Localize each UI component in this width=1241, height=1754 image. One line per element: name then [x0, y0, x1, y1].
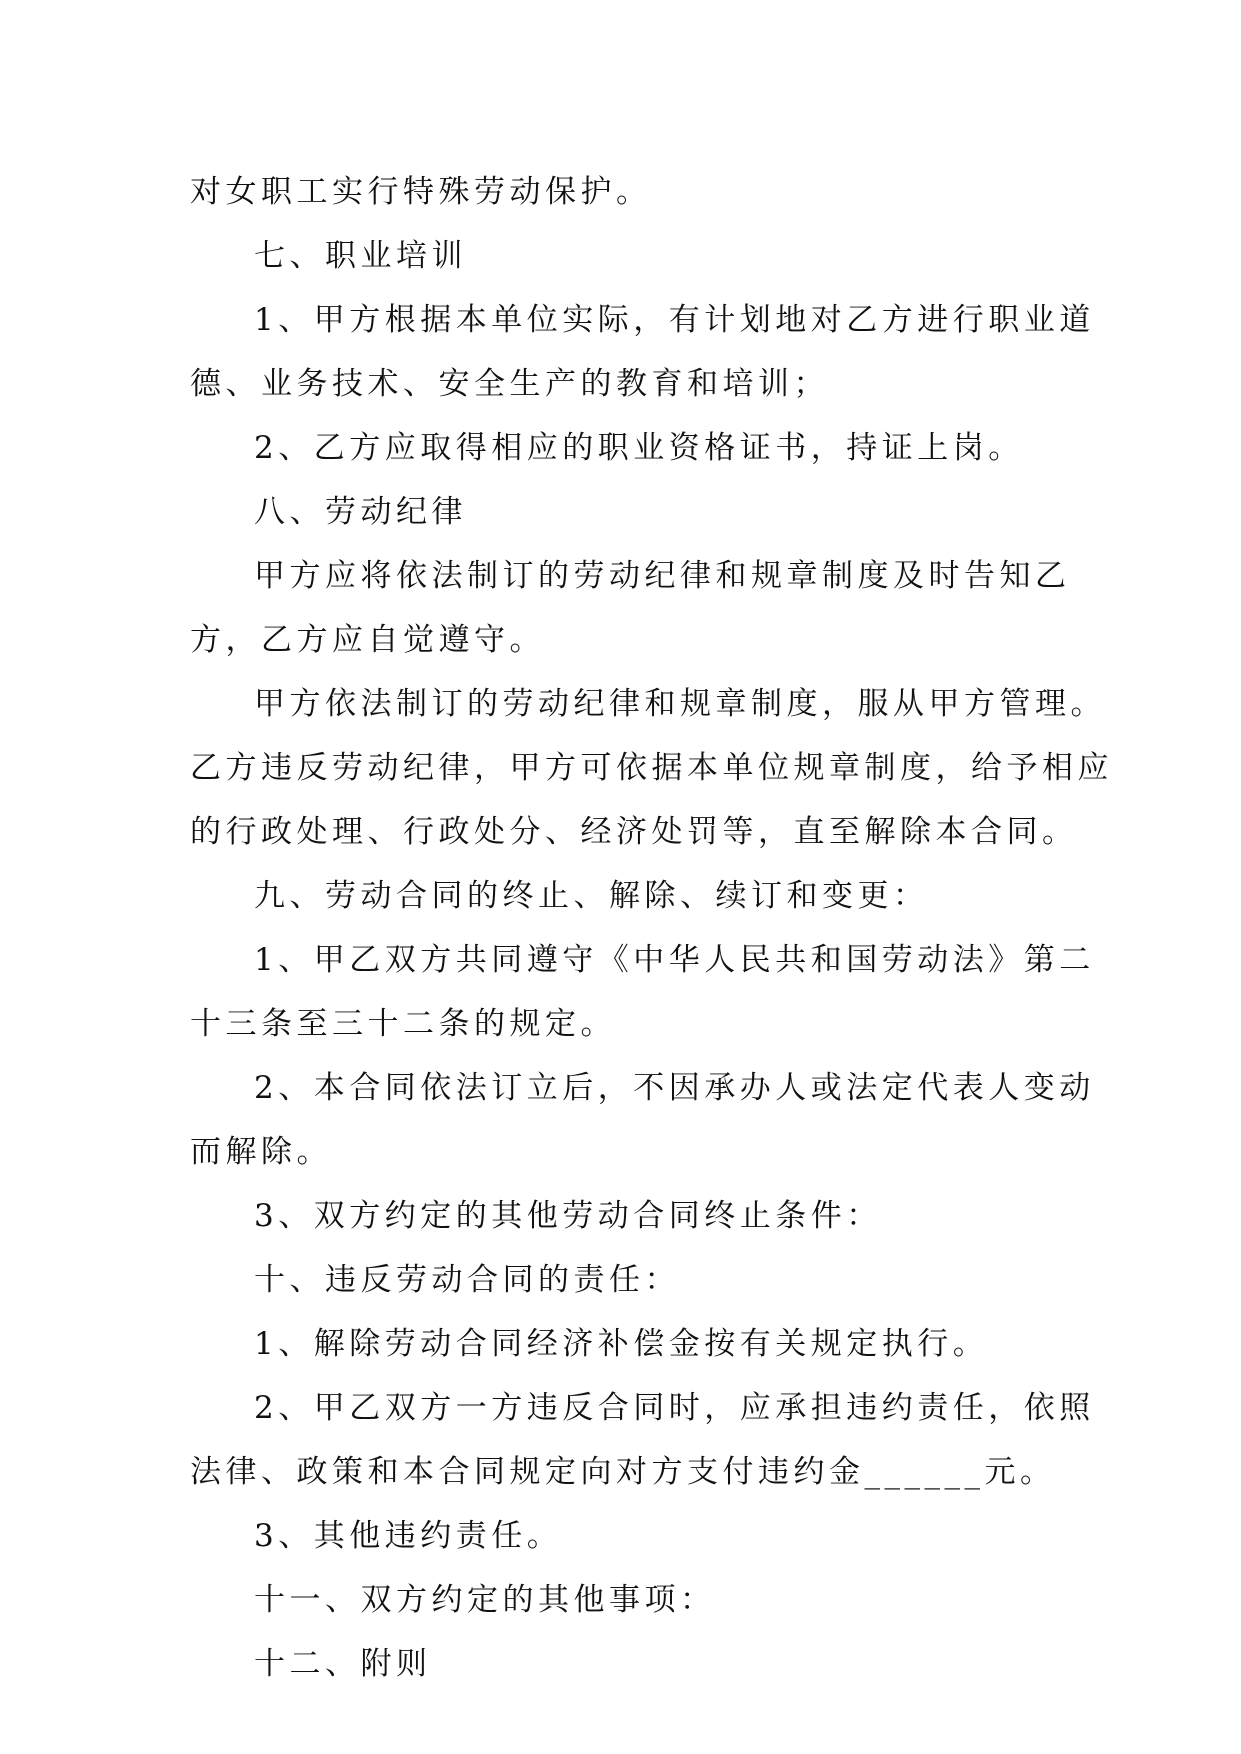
text-line: 2、本合同依法订立后，不因承办人或法定代表人变动: [254, 1070, 1095, 1106]
text-line: 十三条至三十二条的规定。: [190, 1006, 616, 1042]
section-heading: 十一、双方约定的其他事项：: [254, 1582, 716, 1618]
section-heading: 七、职业培训: [254, 238, 467, 274]
text-line: 而解除。: [190, 1134, 332, 1170]
text-line: 德、业务技术、安全生产的教育和培训；: [190, 366, 829, 402]
text-line: 对女职工实行特殊劳动保护。: [190, 174, 652, 210]
section-heading: 八、劳动纪律: [254, 494, 467, 530]
section-heading: 十、违反劳动合同的责任：: [254, 1262, 680, 1298]
text-line: 2、甲乙双方一方违反合同时，应承担违约责任，依照: [254, 1390, 1095, 1426]
text-line: 3、双方约定的其他劳动合同终止条件：: [254, 1198, 882, 1234]
text-line: 方，乙方应自觉遵守。: [190, 622, 545, 658]
text-line: 1、甲方根据本单位实际，有计划地对乙方进行职业道: [254, 302, 1095, 338]
section-heading: 十二、附则: [254, 1646, 432, 1682]
text-line: 法律、政策和本合同规定向对方支付违约金______元。: [190, 1454, 1056, 1490]
document-body: [190, 160, 1113, 1696]
text-line: 乙方违反劳动纪律，甲方可依据本单位规章制度，给予相应: [190, 750, 1113, 786]
text-line: 1、甲乙双方共同遵守《中华人民共和国劳动法》第二: [254, 942, 1095, 978]
text-line: 的行政处理、行政处分、经济处罚等，直至解除本合同。: [190, 814, 1078, 850]
text-line: 2、乙方应取得相应的职业资格证书，持证上岗。: [254, 430, 1024, 466]
text-line: 甲方应将依法制订的劳动纪律和规章制度及时告知乙: [254, 558, 1071, 594]
section-heading: 九、劳动合同的终止、解除、续订和变更：: [254, 878, 929, 914]
text-line: 3、其他违约责任。: [254, 1518, 563, 1554]
text-line: 1、解除劳动合同经济补偿金按有关规定执行。: [254, 1326, 989, 1362]
text-line: 甲方依法制订的劳动纪律和规章制度，服从甲方管理。: [254, 686, 1106, 722]
